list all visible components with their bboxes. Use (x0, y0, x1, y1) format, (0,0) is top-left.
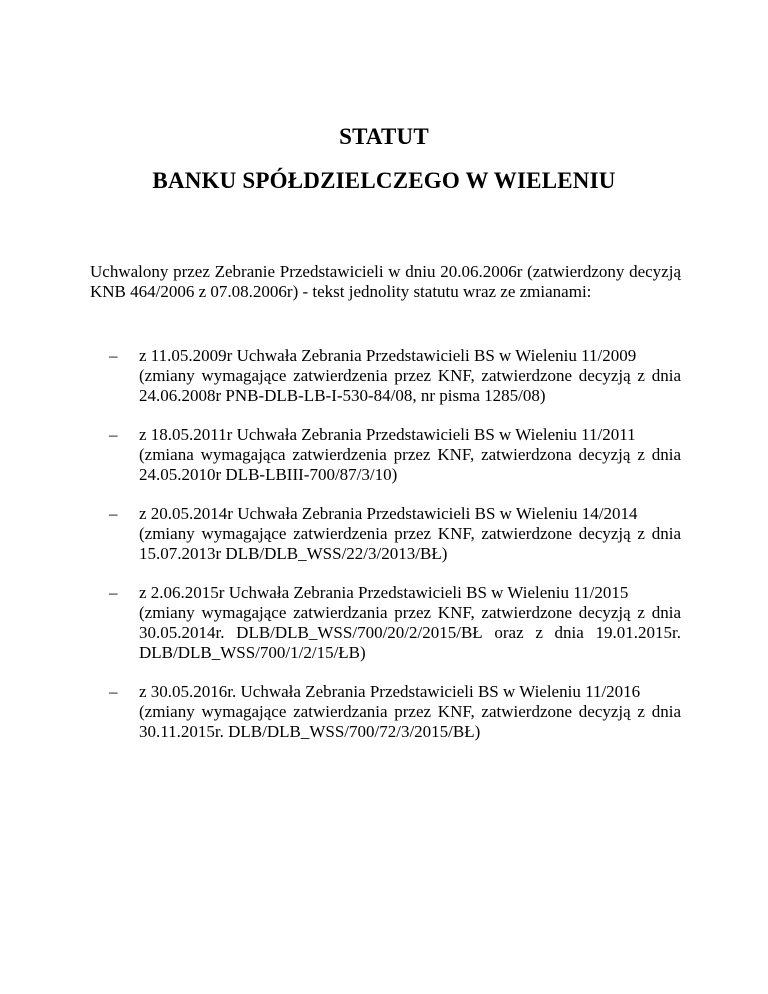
amendment-detail: (zmiana wymagająca zatwierdzenia przez KNF, zatwierdzona decyzją z dnia 24.05.2010r DLB-LBIII-700/87/3/10) (139, 445, 681, 484)
amendment-item (90, 346, 681, 406)
dash-bullet-icon: – (109, 346, 118, 365)
amendment-headline: z 11.05.2009r Uchwała Zebrania Przedstawicieli BS w Wieleniu 11/2009 (139, 346, 637, 365)
dash-bullet-icon: – (109, 583, 118, 602)
amendment-detail: (zmiany wymagające zatwierdzenia przez KNF, zatwierdzone decyzją z dnia 15.07.2013r DLB/DLB_WSS/22/3/2013/BŁ) (139, 524, 681, 563)
amendment-headline: z 2.06.2015r Uchwała Zebrania Przedstawicieli BS w Wieleniu 11/2015 (139, 583, 629, 602)
dash-bullet-icon: – (109, 504, 118, 523)
amendment-item (90, 504, 681, 564)
amendment-headline: z 20.05.2014r Uchwała Zebrania Przedstawicieli BS w Wieleniu 14/2014 (139, 504, 638, 523)
document-title: STATUT (339, 124, 429, 149)
amendment-detail: (zmiany wymagające zatwierdzania przez KNF, zatwierdzone decyzją z dnia 30.11.2015r. DLB/DLB_WSS/700/72/3/2015/BŁ) (139, 702, 681, 741)
amendment-item (90, 583, 681, 663)
document-subtitle: BANKU SPÓŁDZIELCZEGO W WIELENIU (152, 168, 616, 193)
intro-paragraph: Uchwalony przez Zebranie Przedstawicieli w dniu 20.06.2006r (zatwierdzony decyzją KNB 464/2006 z 07.08.2006r) - tekst jednolity statutu wraz ze zmianami: (90, 262, 681, 301)
amendment-headline: z 18.05.2011r Uchwała Zebrania Przedstawicieli BS w Wieleniu 11/2011 (139, 425, 636, 444)
amendments-list (90, 346, 681, 761)
amendment-detail: (zmiany wymagające zatwierdzania przez KNF, zatwierdzone decyzją z dnia 30.05.2014r. DLB/DLB_WSS/700/20/2/2015/BŁ oraz z dnia 19.01.2015r. DLB/DLB_WSS/700/1/2/15/ŁB) (139, 603, 681, 662)
dash-bullet-icon: – (109, 682, 118, 701)
amendment-headline: z 30.05.2016r. Uchwała Zebrania Przedstawicieli BS w Wieleniu 11/2016 (139, 682, 641, 701)
amendment-detail: (zmiany wymagające zatwierdzenia przez KNF, zatwierdzone decyzją z dnia 24.06.2008r PNB-DLB-LB-I-530-84/08, nr pisma 1285/08) (139, 366, 681, 405)
dash-bullet-icon: – (109, 425, 118, 444)
amendment-item (90, 425, 681, 485)
amendment-item (90, 682, 681, 742)
